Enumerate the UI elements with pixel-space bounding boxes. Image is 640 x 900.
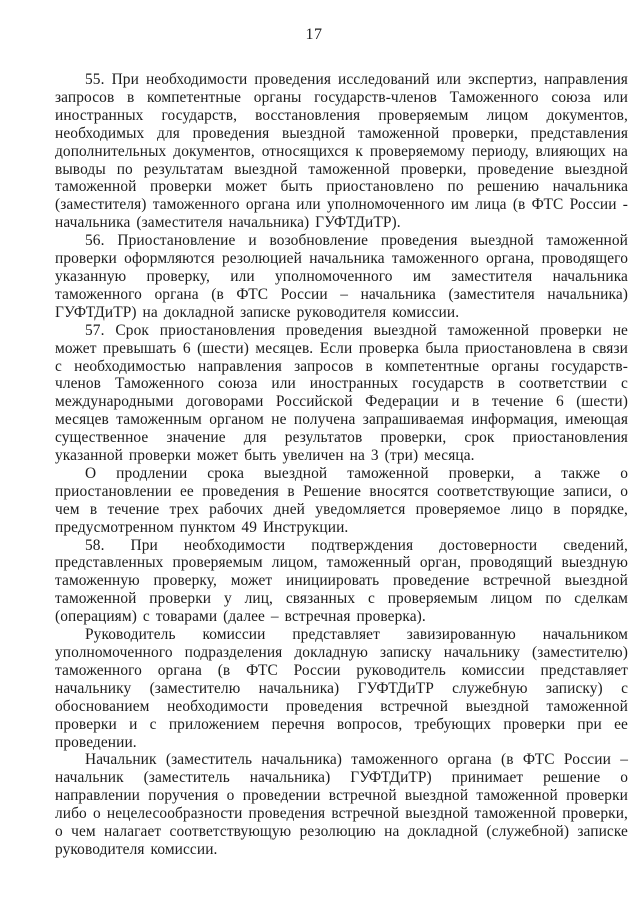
paragraph-56: 56. Приостановление и возобновление проведения выездной таможенной проверки оформляются резолюцией начальника таможенного органа, проводящего указанную проверку, или уполномоченного им заместителя начальника таможенного органа (в ФТС России – начальника (заместителя начальника) ГУФТДиТР) на докладной записке руководителя комиссии. <box>55 232 628 321</box>
paragraph-57-extension-note: О продлении срока выездной таможенной проверки, а также о приостановлении ее проведения в Решение вносятся соответствующие записи, о чем в течение трех рабочих дней уведомляется проверяемое лицо в порядке, предусмотренном пунктом 49 Инструкции. <box>55 464 628 536</box>
document-body <box>55 71 628 859</box>
paragraph-58: 58. При необходимости подтверждения достоверности сведений, представленных проверяемым лицом, таможенный орган, проводящий выездную таможенную проверку, может инициировать проведение встречной выездной таможенной проверки у лиц, связанных с проверяемым лицом по сделкам (операциям) с товарами (далее – встречная проверка). <box>55 536 628 626</box>
page-number: 17 <box>305 26 323 43</box>
paragraph-58-commission-head: Руководитель комиссии представляет завизированную начальником уполномоченного подразделения докладную записку начальнику (заместителю) таможенного органа (в ФТС России руководитель комиссии представляет начальнику (заместителю начальника) ГУФТДиТР служебную записку) с обоснованием необходимости проведения встречной выездной таможенной проверки и с приложением перечня вопросов, требующих проверки при ее проведении. <box>55 626 628 751</box>
paragraph-58-customs-head-decision: Начальник (заместитель начальника) таможенного органа (в ФТС России – начальник (заместитель начальника) ГУФТДиТР) принимает решение о направлении поручения о проведении встречной выездной таможенной проверки либо о нецелесообразности проведения встречной выездной таможенной проверки, о чем налагает соответствующую резолюцию на докладной (служебной) записке руководителя комиссии. <box>55 751 628 858</box>
paragraph-55: 55. При необходимости проведения исследований или экспертиз, направления запросов в компетентные органы государств-членов Таможенного союза или иностранных государств, восстановления проверяемым лицом документов, необходимых для проведения выездной таможенной проверки, представления дополнительных документов, относящихся к проверяемому периоду, влияющих на выводы по результатам выездной таможенной проверки, проведение выездной таможенной проверки может быть приостановлено по решению начальника (заместителя) таможенного органа или уполномоченного им лица (в ФТС России - начальника (заместителя начальника) ГУФТДиТР). <box>55 71 628 232</box>
paragraph-57: 57. Срок приостановления проведения выездной таможенной проверки не может превышать 6 (шести) месяцев. Если проверка была приостановлена в связи с необходимостью направления запросов в компетентные органы государств-членов Таможенного союза или иностранных государств в соответствии с международными договорами Российской Федерации и в течение 6 (шести) месяцев таможенным органом не получена запрашиваемая информация, имеющая существенное значение для результатов проверки, срок приостановления указанной проверки может быть увеличен на 3 (три) месяца. <box>55 321 628 465</box>
